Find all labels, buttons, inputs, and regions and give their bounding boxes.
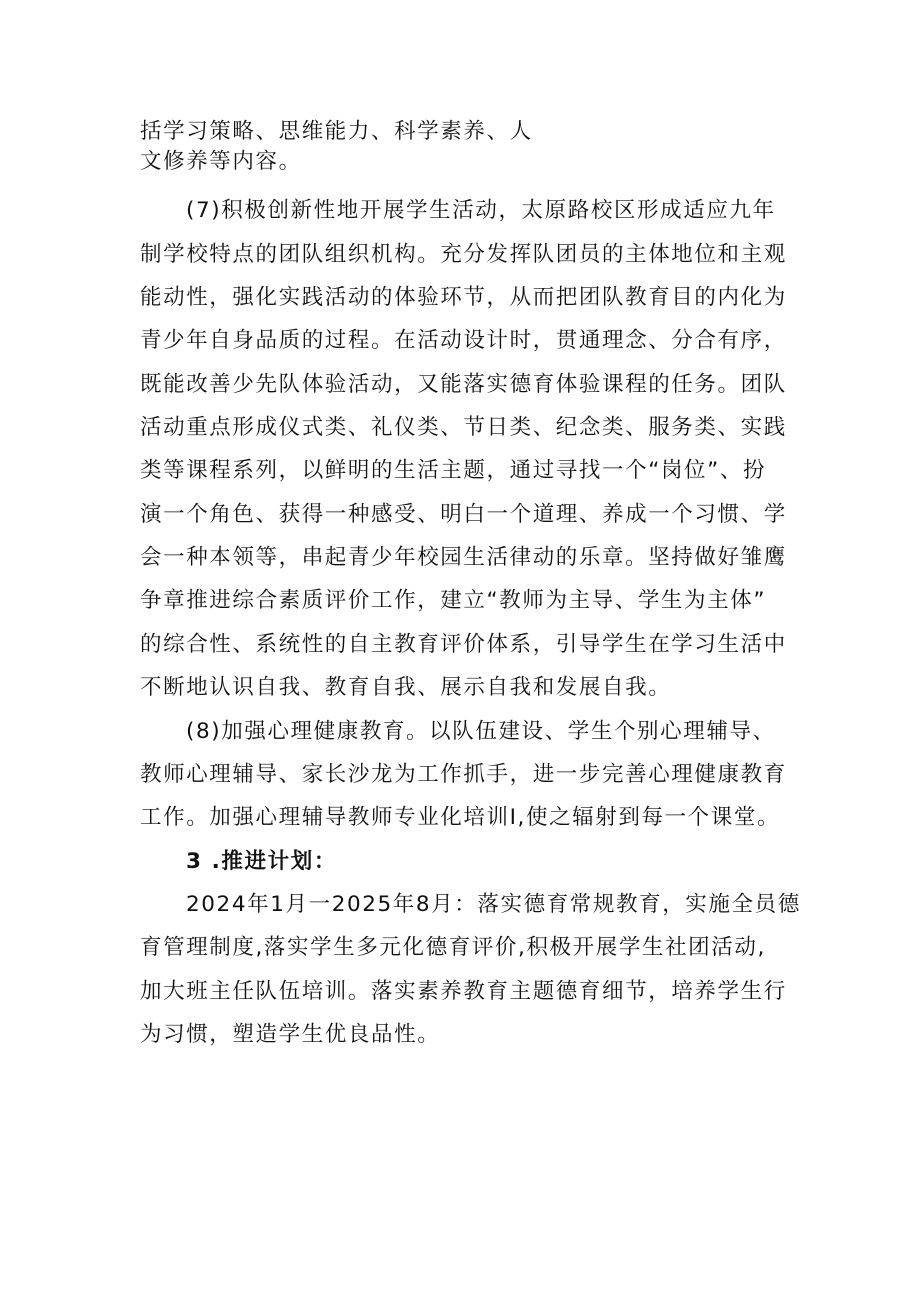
text-line: 能动性，强化实践活动的体验环节，从而把团队教育目的内化为 xyxy=(140,285,787,310)
plan-paragraph-start: 2024年1月一2025年8月：落实德育常规教育，实施全员德 xyxy=(186,892,801,917)
text-line: 教师心理辅导、家长沙龙为工作抓手，进一步完善心理健康教育 xyxy=(140,762,787,787)
text-line: 活动重点形成仪式类、礼仪类、节日类、纪念类、服务类、实践 xyxy=(140,415,787,440)
text-line: 为习惯，塑造学生优良品性。 xyxy=(140,1022,441,1047)
text-line: 类等课程系列，以鲜明的生活主题，通过寻找一个“岗位”、扮 xyxy=(140,458,767,483)
paragraph-8-start: (8)加强心理健康教育。以队伍建设、学生个别心理辅导、 xyxy=(186,719,776,744)
section-heading: 3 .推进计划： xyxy=(186,849,337,874)
text-line: 青少年自身品质的过程。在活动设计时，贯通理念、分合有序， xyxy=(140,328,787,353)
text-line: 演一个角色、获得一种感受、明白一个道理、养成一个习惯、学 xyxy=(140,502,787,527)
text-line: 会一种本领等，串起青少年校园生活律动的乐章。坚持做好雏鹰 xyxy=(140,545,787,570)
text-line: 育管理制度,落实学生多元化德育评价,积极开展学生社团活动, xyxy=(140,935,766,960)
text-line: 的综合性、系统性的自主教育评价体系，引导学生在学习生活中 xyxy=(140,632,787,657)
text-line: 加大班主任队伍培训。落实素养教育主题德育细节，培养学生行 xyxy=(140,979,787,1004)
text-line: 不断地认识自我、教育自我、展示自我和发展自我。 xyxy=(140,675,672,700)
text-line: 制学校特点的团队组织机构。充分发挥队团员的主体地位和主观 xyxy=(140,242,787,267)
text-line: 括学习策略、思维能力、科学素养、人 xyxy=(140,119,533,144)
text-line: 既能改善少先队体验活动，又能落实德育体验课程的任务。团队 xyxy=(140,372,787,397)
paragraph-7-start: (7)积极创新性地开展学生活动，太原路校区形成适应九年 xyxy=(186,198,776,223)
text-line: 工作。加强心理辅导教师专业化培训I,使之辐射到每一个课堂。 xyxy=(140,805,781,830)
text-line: 争章推进综合素质评价工作，建立“教师为主导、学生为主体” xyxy=(140,588,767,613)
text-line: 文修养等内容。 xyxy=(140,149,302,174)
